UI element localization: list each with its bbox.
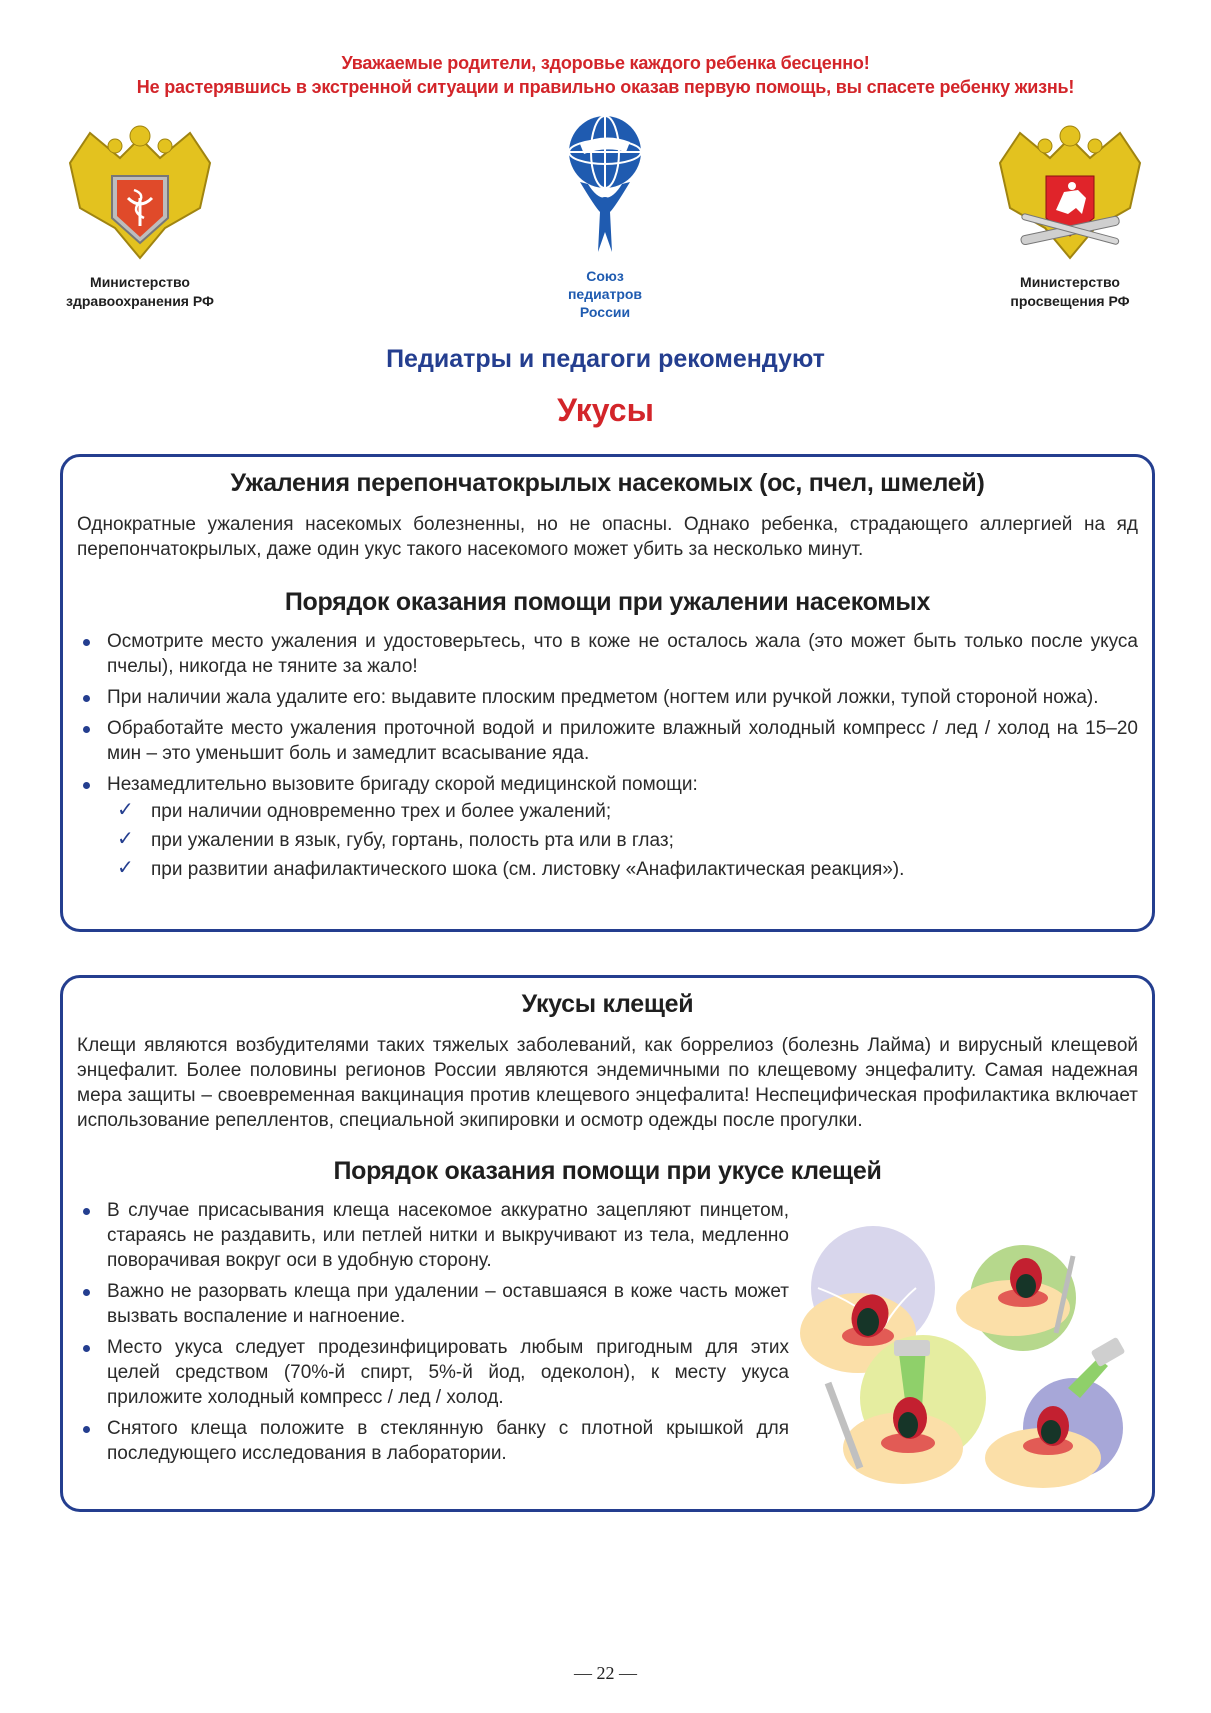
checkmark-icon: ✓ — [117, 797, 134, 821]
bullet-icon — [83, 1426, 90, 1433]
logo-caption-line1: Союз — [586, 268, 624, 284]
list-item — [77, 685, 1138, 710]
list-item-text: Важно не разорвать клеща при удалении – оставшаяся в коже часть может вызвать воспаление и нагноение. — [107, 1281, 789, 1327]
list-item-text: Осмотрите место ужаления и удостоверьтесь, что в коже не осталось жала (это может быть только после укуса пчелы), никогда не тяните за жало! — [107, 631, 1138, 677]
coat-of-arms-health-icon — [60, 118, 220, 268]
bullet-icon — [83, 695, 90, 702]
logo-caption-line1: Министерство — [90, 274, 190, 290]
logo-ministry-health — [45, 118, 235, 311]
help-heading: Порядок оказания помощи при укусе клещей — [333, 1157, 882, 1185]
list-item-text: при развитии анафилактического шока (см. листовку «Анафилактическая реакция»). — [151, 859, 905, 880]
logo-caption-line1: Министерство — [1020, 274, 1120, 290]
logo-caption-line2: здравоохранения РФ — [66, 293, 214, 309]
coat-of-arms-education-icon — [990, 118, 1150, 268]
section-intro: Однократные ужаления насекомых болезненны, но не опасны. Однако ребенка, страдающего аллергией на яд перепончатокрылых, даже один укус такого насекомого может убить за несколько минут. — [77, 514, 1138, 560]
page-title: Укусы — [557, 392, 654, 428]
list-item — [77, 1416, 789, 1466]
bullet-icon — [83, 1345, 90, 1352]
emergency-conditions-list — [63, 799, 1152, 882]
list-item-text: Снятого клеща положите в стеклянную банку с плотной крышкой для последующего исследования в лаборатории. — [107, 1418, 789, 1464]
list-item-text: при наличии одновременно трех и более ужалений; — [151, 801, 612, 822]
list-item-text: В случае присасывания клеща насекомое аккуратно зацепляют пинцетом, стараясь не раздавить, или петлей нитки и выкручивают из тела, медленно поворачивая вокруг оси в удобную сторону. — [107, 1200, 789, 1271]
section-heading: Ужаления перепончатокрылых насекомых (ос, пчел, шмелей) — [230, 469, 985, 497]
bullet-icon — [83, 726, 90, 733]
tick-removal-illustration — [798, 1218, 1138, 1518]
list-item-text: при ужалении в язык, губу, гортань, полость рта или в глаз; — [151, 830, 674, 851]
help-steps-list — [63, 1198, 803, 1466]
list-item — [77, 716, 1138, 766]
pediatricians-union-globe-icon — [560, 112, 650, 262]
header-message-line-2: Не растерявшись в экстренной ситуации и правильно оказав первую помощь, вы спасете ребенку жизнь! — [136, 77, 1075, 97]
list-item-text: Незамедлительно вызовите бригаду скорой медицинской помощи: — [107, 774, 698, 795]
bullet-icon — [83, 1208, 90, 1215]
list-item — [77, 1279, 789, 1329]
logo-ministry-education — [975, 118, 1165, 311]
page-number: — 22 — — [574, 1663, 637, 1683]
bullet-icon — [83, 782, 90, 789]
section-heading: Укусы клещей — [521, 990, 694, 1018]
insect-stings-card — [60, 454, 1155, 932]
checkmark-icon: ✓ — [117, 826, 134, 850]
logo-caption-line2: просвещения РФ — [1010, 293, 1130, 309]
header-message-line-1: Уважаемые родители, здоровье каждого ребенка бесценно! — [341, 53, 870, 73]
logo-caption-line2: педиатров — [567, 286, 643, 302]
list-item — [77, 1198, 789, 1273]
list-item — [77, 1335, 789, 1410]
bullet-icon — [83, 1289, 90, 1296]
page-subtitle: Педиатры и педагоги рекомендуют — [386, 345, 825, 373]
section-intro: Клещи являются возбудителями таких тяжелых заболеваний, как боррелиоз (болезнь Лайма) и вирусный клещевой энцефалит. Более половины регионов России являются эндемичными по клещевому энцефалиту. Самая надежная мера защиты – своевременная вакцинация против клещевого энцефалита! Неспецифическая профилактика включает использование репеллентов, специальной экипировки и осмотр одежды после прогулки. — [77, 1035, 1138, 1131]
list-item-text: Место укуса следует продезинфицировать любым пригодным для этих целей средством (70%-й спирт, 5%-й йод, одеколон), к месту укуса приложите холодный компресс / лед / холод. — [107, 1337, 789, 1408]
tick-bites-card — [60, 975, 1155, 1512]
list-item-text: Обработайте место ужаления проточной водой и приложите влажный холодный компресс / лед / холод на 15–20 мин – это уменьшит боль и замедлит всасывание яда. — [107, 718, 1138, 764]
list-item — [113, 828, 1152, 853]
list-item-text: При наличии жала удалите его: выдавите плоским предметом (ногтем или ручкой ложки, тупой стороной ножа). — [107, 687, 1099, 708]
list-item — [77, 629, 1138, 679]
bullet-icon — [83, 639, 90, 646]
logo-pediatricians-union — [545, 112, 665, 321]
logo-caption-line3: России — [579, 304, 631, 320]
checkmark-icon: ✓ — [117, 855, 134, 879]
help-heading: Порядок оказания помощи при ужалении насекомых — [284, 588, 931, 616]
list-item — [77, 772, 1138, 797]
list-item — [113, 799, 1152, 824]
list-item — [113, 857, 1152, 882]
help-steps-list — [63, 629, 1152, 797]
